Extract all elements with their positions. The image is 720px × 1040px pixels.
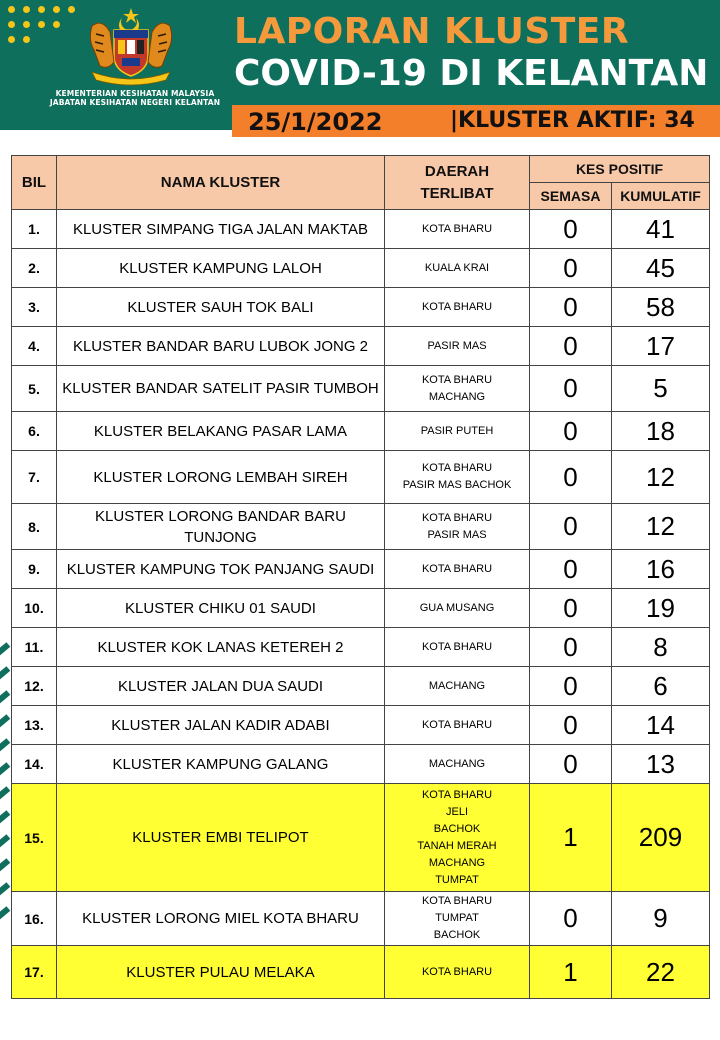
daerah-line: MACHANG: [428, 856, 486, 869]
table-row: [12, 327, 710, 366]
cell-bil: 14.: [12, 745, 57, 784]
cell-nama-kluster: KLUSTER BANDAR BARU LUBOK JONG 2: [57, 327, 385, 366]
cell-semasa: 0: [530, 412, 612, 451]
daerah-line: BACHOK: [433, 929, 481, 941]
header-kes-positif: KES POSITIF: [530, 156, 710, 183]
cell-bil: 2.: [12, 249, 57, 288]
daerah-line: GUA MUSANG: [419, 601, 495, 614]
daerah-line: KOTA BHARU: [421, 300, 493, 313]
daerah-line: PASIR PUTEH: [420, 424, 494, 437]
cell-semasa: 0: [530, 327, 612, 366]
cell-semasa: 0: [530, 628, 612, 667]
cell-kumulatif: 19: [612, 589, 710, 628]
cell-bil: 6.: [12, 412, 57, 451]
daerah-line: KOTA BHARU: [421, 895, 493, 907]
cell-daerah-terlibat: [385, 327, 530, 366]
cell-daerah-terlibat: [385, 667, 530, 706]
daerah-line: MACHANG: [428, 757, 486, 770]
cell-semasa: 0: [530, 504, 612, 550]
table-row: [12, 706, 710, 745]
table-row: [12, 210, 710, 249]
header-bil: BIL: [12, 156, 57, 210]
daerah-line: TUMPAT: [435, 912, 479, 924]
cell-nama-kluster: KLUSTER BELAKANG PASAR LAMA: [57, 412, 385, 451]
daerah-line: MACHANG: [428, 679, 486, 692]
cell-bil: 7.: [12, 451, 57, 504]
cell-kumulatif: 45: [612, 249, 710, 288]
cell-daerah-terlibat: [385, 946, 530, 999]
cell-semasa: 0: [530, 667, 612, 706]
cell-nama-kluster: KLUSTER LORONG LEMBAH SIREH: [57, 451, 385, 504]
cell-bil: 13.: [12, 706, 57, 745]
daerah-line: KOTA BHARU: [421, 462, 493, 474]
cell-bil: 8.: [12, 504, 57, 550]
cell-bil: 1.: [12, 210, 57, 249]
cell-semasa: 0: [530, 745, 612, 784]
header-nama-kluster: NAMA KLUSTER: [57, 156, 385, 210]
cell-bil: 11.: [12, 628, 57, 667]
table-row: [12, 504, 710, 550]
table-row: [12, 784, 710, 892]
active-cluster-count: |KLUSTER AKTIF: 34: [450, 108, 695, 133]
cell-nama-kluster: KLUSTER SIMPANG TIGA JALAN MAKTAB: [57, 210, 385, 249]
cell-semasa: 0: [530, 589, 612, 628]
table-row: [12, 946, 710, 999]
daerah-line: KOTA BHARU: [421, 511, 493, 524]
daerah-line: KOTA BHARU: [421, 562, 493, 575]
table-body: [12, 210, 710, 999]
header-kumulatif: KUMULATIF: [612, 183, 710, 210]
cell-semasa: 0: [530, 288, 612, 327]
daerah-line: JELI: [445, 805, 468, 818]
cell-bil: 16.: [12, 892, 57, 946]
ministry-line-2: JABATAN KESIHATAN NEGERI KELANTAN: [49, 98, 221, 107]
cell-semasa: 1: [530, 946, 612, 999]
cell-daerah-terlibat: [385, 412, 530, 451]
daerah-line: KOTA BHARU: [421, 222, 493, 235]
daerah-line: PASIR MAS: [427, 339, 487, 352]
header-daerah-line-1: DAERAH: [424, 162, 490, 180]
cell-semasa: 0: [530, 892, 612, 946]
cell-kumulatif: 13: [612, 745, 710, 784]
cell-kumulatif: 9: [612, 892, 710, 946]
cell-daerah-terlibat: [385, 288, 530, 327]
ministry-line-1: KEMENTERIAN KESIHATAN MALAYSIA: [55, 89, 215, 98]
cell-bil: 5.: [12, 366, 57, 412]
cell-daerah-terlibat: [385, 745, 530, 784]
cell-kumulatif: 17: [612, 327, 710, 366]
report-title: LAPORAN KLUSTER: [234, 11, 630, 52]
daerah-line: PASIR MAS BACHOK: [402, 479, 512, 491]
daerah-line: MACHANG: [428, 390, 486, 403]
cell-daerah-terlibat: [385, 589, 530, 628]
cell-bil: 3.: [12, 288, 57, 327]
cell-nama-kluster: KLUSTER KOK LANAS KETEREH 2: [57, 628, 385, 667]
cell-nama-kluster: KLUSTER BANDAR SATELIT PASIR TUMBOH: [57, 366, 385, 412]
ministry-name: [40, 89, 230, 107]
cell-nama-kluster: KLUSTER KAMPUNG TOK PANJANG SAUDI: [57, 550, 385, 589]
decorative-dots: [8, 6, 78, 46]
cell-bil: 12.: [12, 667, 57, 706]
cell-kumulatif: 18: [612, 412, 710, 451]
cell-bil: 10.: [12, 589, 57, 628]
cell-bil: 17.: [12, 946, 57, 999]
cell-kumulatif: 16: [612, 550, 710, 589]
table-header: [12, 156, 710, 210]
cell-semasa: 0: [530, 249, 612, 288]
table-row: [12, 451, 710, 504]
cell-semasa: 0: [530, 366, 612, 412]
table-row: [12, 589, 710, 628]
cell-kumulatif: 58: [612, 288, 710, 327]
table-row: [12, 288, 710, 327]
cell-daerah-terlibat: [385, 366, 530, 412]
cell-daerah-terlibat: [385, 249, 530, 288]
table-row: [12, 249, 710, 288]
cell-daerah-terlibat: [385, 706, 530, 745]
header-daerah-line-2: TERLIBAT: [420, 184, 494, 202]
cell-daerah-terlibat: [385, 784, 530, 892]
cell-nama-kluster: KLUSTER JALAN KADIR ADABI: [57, 706, 385, 745]
daerah-line: KOTA BHARU: [421, 788, 493, 801]
cell-bil: 9.: [12, 550, 57, 589]
cell-nama-kluster: KLUSTER JALAN DUA SAUDI: [57, 667, 385, 706]
daerah-line: KOTA BHARU: [421, 640, 493, 653]
cell-daerah-terlibat: [385, 210, 530, 249]
table-row: [12, 628, 710, 667]
cell-kumulatif: 8: [612, 628, 710, 667]
cell-daerah-terlibat: [385, 451, 530, 504]
cell-kumulatif: 209: [612, 784, 710, 892]
cell-kumulatif: 14: [612, 706, 710, 745]
daerah-line: KUALA KRAI: [424, 261, 490, 274]
header-daerah-terlibat: [385, 156, 530, 210]
cell-semasa: 0: [530, 550, 612, 589]
table-row: [12, 366, 710, 412]
cell-semasa: 0: [530, 451, 612, 504]
cell-kumulatif: 41: [612, 210, 710, 249]
header-semasa: SEMASA: [530, 183, 612, 210]
table-row: [12, 412, 710, 451]
cluster-table: [11, 155, 710, 999]
cell-semasa: 0: [530, 706, 612, 745]
table-row: [12, 745, 710, 784]
daerah-line: KOTA BHARU: [421, 373, 493, 386]
cell-kumulatif: 6: [612, 667, 710, 706]
cell-nama-kluster: KLUSTER KAMPUNG LALOH: [57, 249, 385, 288]
cell-daerah-terlibat: [385, 504, 530, 550]
daerah-line: PASIR MAS: [427, 528, 487, 541]
table-row: [12, 667, 710, 706]
daerah-line: KOTA BHARU: [421, 718, 493, 731]
cell-nama-kluster: KLUSTER CHIKU 01 SAUDI: [57, 589, 385, 628]
cell-bil: 15.: [12, 784, 57, 892]
malaysia-coat-of-arms-icon: [78, 6, 184, 88]
cell-kumulatif: 22: [612, 946, 710, 999]
table-row: [12, 892, 710, 946]
cell-semasa: 0: [530, 210, 612, 249]
cell-kumulatif: 5: [612, 366, 710, 412]
daerah-line: TUMPAT: [435, 873, 479, 886]
cell-daerah-terlibat: [385, 628, 530, 667]
table-row: [12, 550, 710, 589]
cell-nama-kluster: KLUSTER LORONG BANDAR BARU TUNJONG: [57, 504, 385, 550]
cell-nama-kluster: KLUSTER KAMPUNG GALANG: [57, 745, 385, 784]
cell-kumulatif: 12: [612, 451, 710, 504]
daerah-line: TANAH MERAH: [417, 839, 497, 852]
cell-nama-kluster: KLUSTER EMBI TELIPOT: [57, 784, 385, 892]
cell-bil: 4.: [12, 327, 57, 366]
cell-kumulatif: 12: [612, 504, 710, 550]
cell-nama-kluster: KLUSTER PULAU MELAKA: [57, 946, 385, 999]
cell-daerah-terlibat: [385, 550, 530, 589]
cell-nama-kluster: KLUSTER LORONG MIEL KOTA BHARU: [57, 892, 385, 946]
report-subtitle: COVID-19 DI KELANTAN: [234, 53, 709, 94]
cell-nama-kluster: KLUSTER SAUH TOK BALI: [57, 288, 385, 327]
daerah-line: BACHOK: [433, 822, 481, 835]
cell-semasa: 1: [530, 784, 612, 892]
cell-daerah-terlibat: [385, 892, 530, 946]
daerah-line: KOTA BHARU: [421, 965, 493, 978]
report-date: 25/1/2022: [248, 108, 383, 136]
